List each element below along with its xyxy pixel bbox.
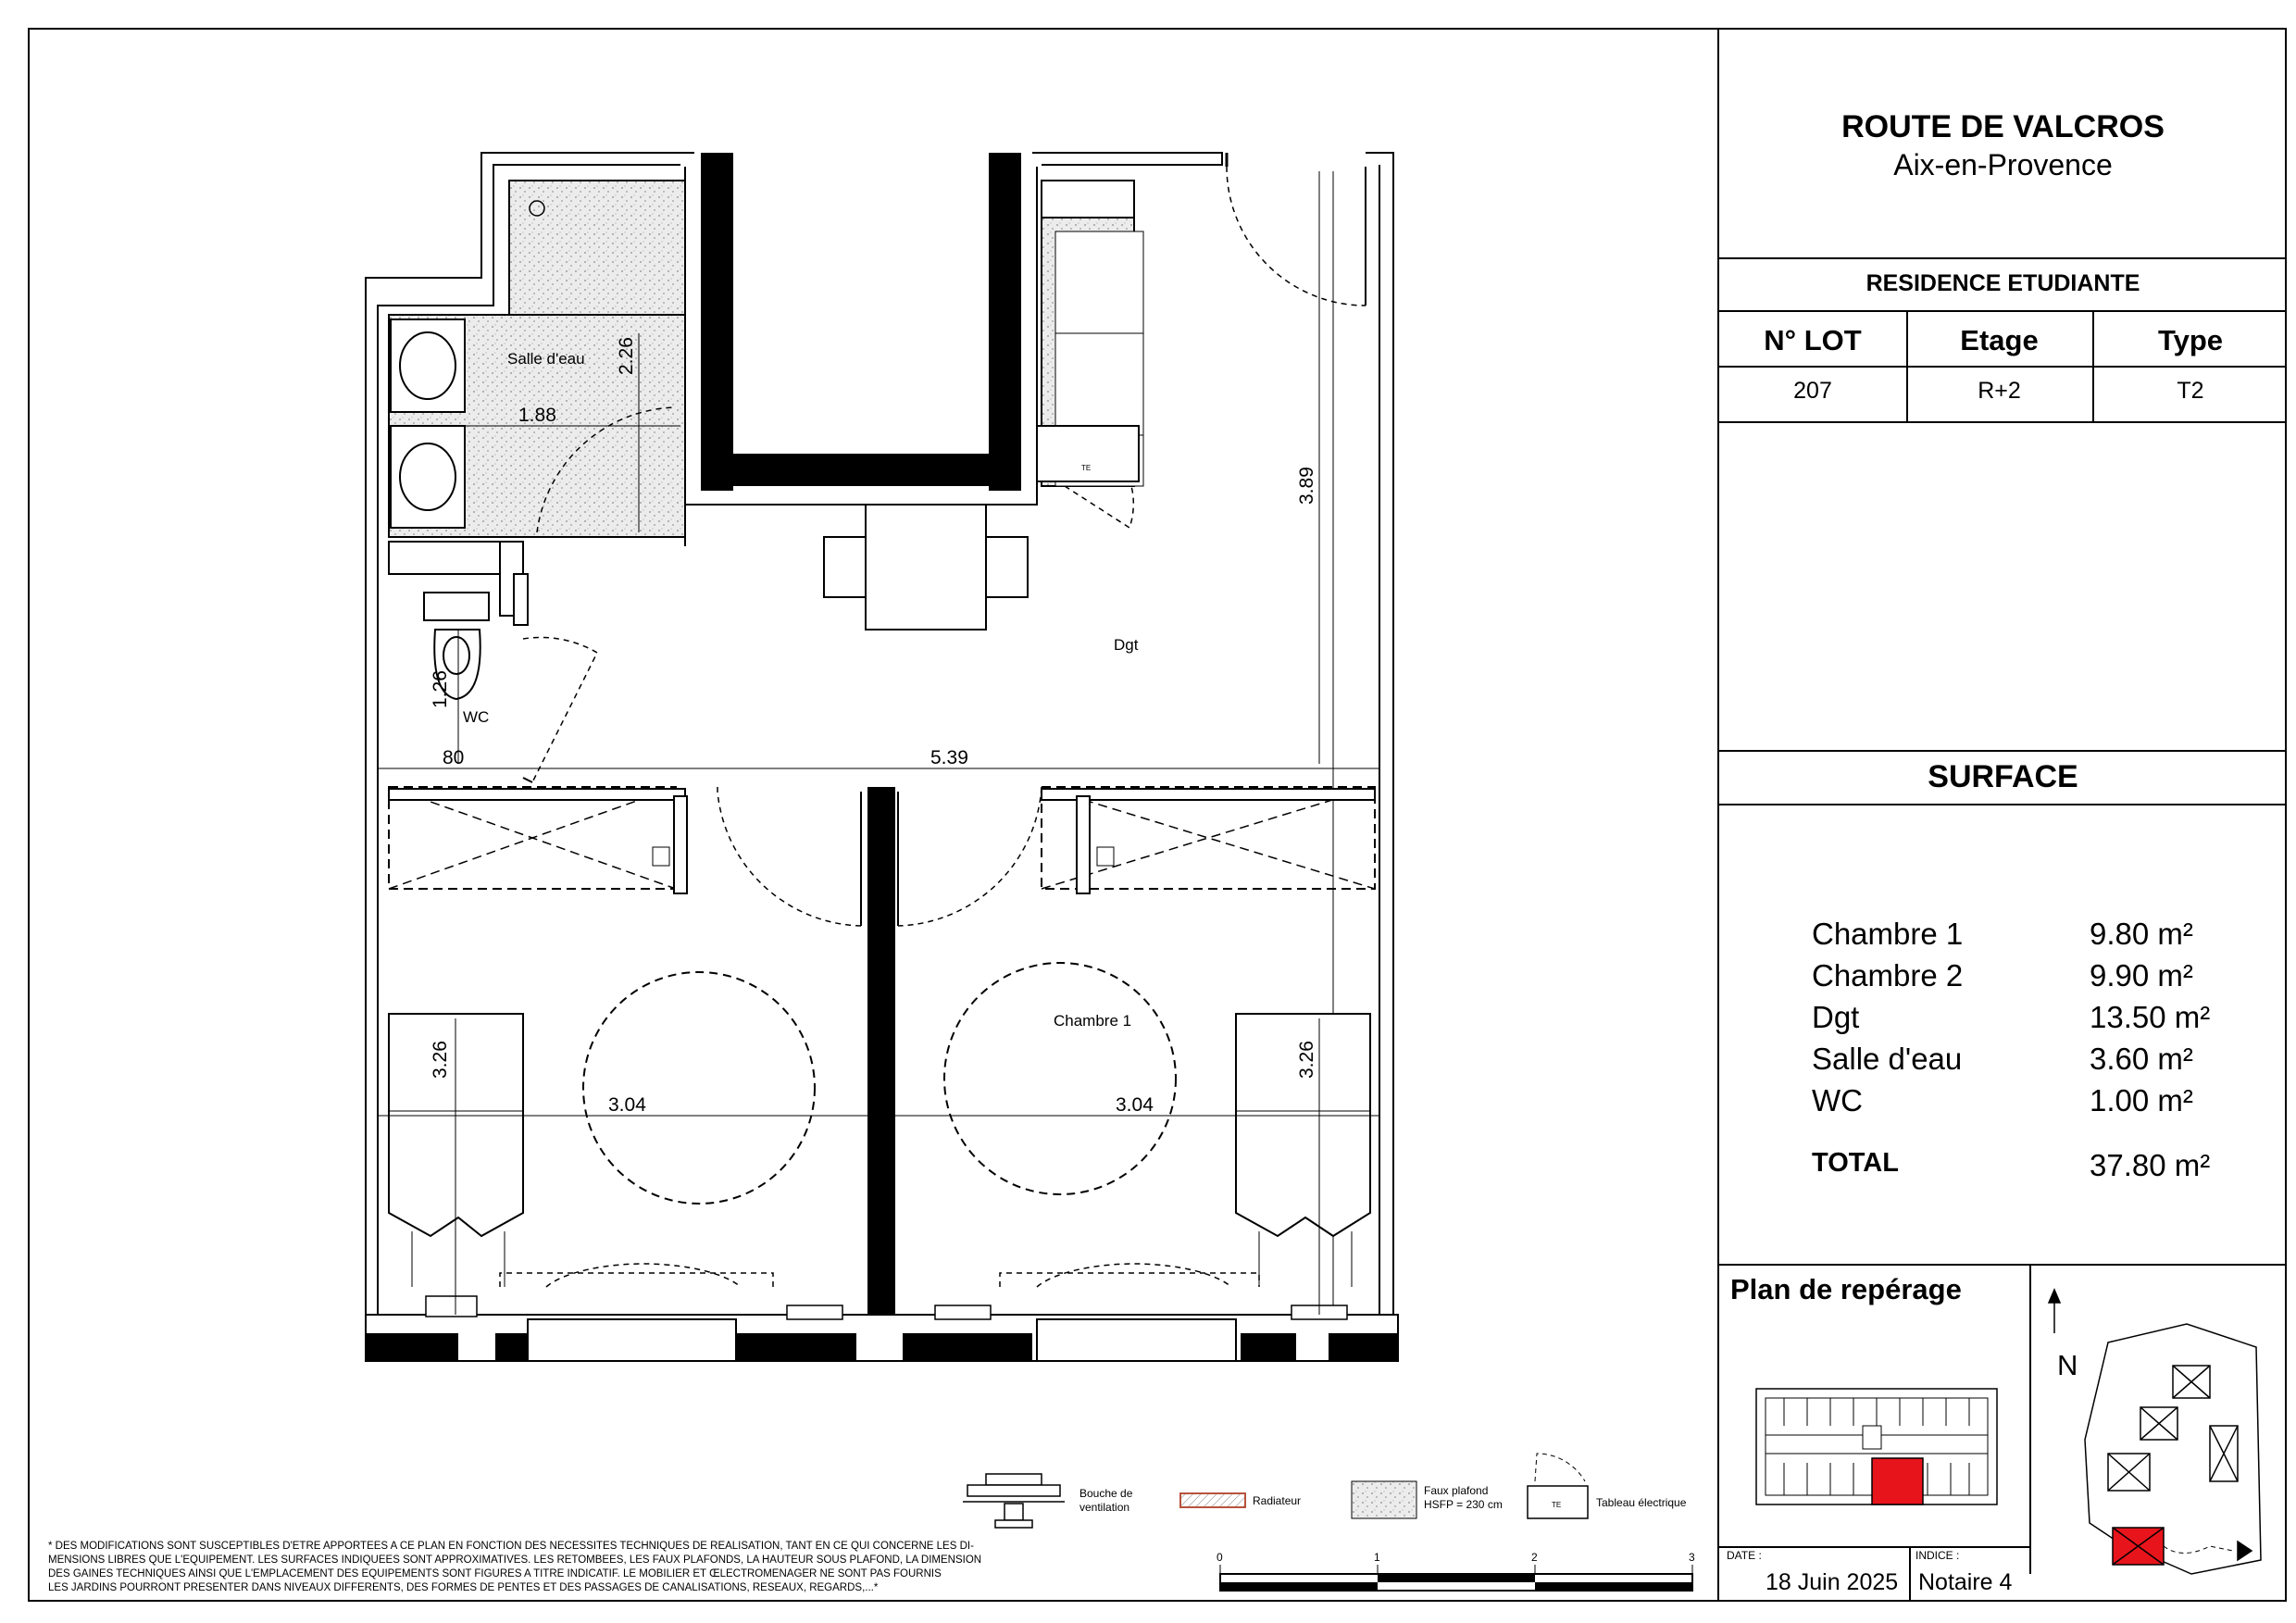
- index-label: INDICE :: [1915, 1549, 1960, 1562]
- project-title: ROUTE DE VALCROS: [1841, 109, 2165, 144]
- dim-226: 2.26: [616, 337, 637, 375]
- lot-value: 207: [1793, 378, 1832, 404]
- dim-326-left: 3.26: [430, 1041, 451, 1079]
- room-area: 9.80 m²: [2090, 917, 2193, 951]
- room-label-dgt: Dgt: [1114, 636, 1139, 654]
- room-name: Dgt: [1812, 1000, 1860, 1034]
- floor-header: Etage: [1960, 324, 2039, 356]
- north-label: N: [2057, 1349, 2078, 1381]
- legend-false-ceiling-label: Faux plafond HSFP = 230 cm: [1424, 1484, 1503, 1511]
- technical-duct: [701, 153, 1021, 491]
- dim-188: 1.88: [518, 405, 556, 426]
- scale-tick-1: 1: [1374, 1551, 1380, 1564]
- dim-539: 5.39: [930, 747, 968, 768]
- room-name: Chambre 2: [1812, 958, 1964, 993]
- type-header: Type: [2157, 324, 2224, 356]
- dim-304-left: 3.04: [608, 1094, 646, 1116]
- room-area: 13.50 m²: [2090, 1000, 2211, 1034]
- radiator-legend-icon: [1180, 1493, 1245, 1507]
- scale-bar: [1217, 1551, 1695, 1591]
- room-area: 1.00 m²: [2090, 1083, 2193, 1117]
- site-plan: [2085, 1324, 2261, 1574]
- room-area: 9.90 m²: [2090, 958, 2193, 993]
- false-ceiling-legend-icon: [1352, 1481, 1416, 1518]
- disclaimer-notes: * DES MODIFICATIONS SONT SUSCEPTIBLES D'ETRE APPORTEES A CE PLAN EN FONCTION DES NECESSITES TECHNIQUES DE REALISATION, TANT EN CE QUI CONCERNE LES DI- MENSIONS LIBRES QUE L'EQUIPEMENT. LES SURFACES INDIQUEES SONT APPROXIMATIVES. LES RETOMBEES, LES FAUX PLAFONDS, LA HAUTEUR SOUS PLAFOND, LA DIMENSION DES GAINES TECHNIQUES AINSI QUE L'EMPLACEMENT DES EQUIPEMENTS SONT FIGURES A TITRE INDICATIF. LE MOBILIER ET ŒLECTROMENAGER NE SONT PAS FOURNIS LES JARDINS POURRONT PRESENTER DANS NIVEAUX DIFFERENTS, DES FORMES DE PENTES ET DES PASSAGES DE CANALISATIONS, RESEAUX, REGARDS,...*: [48, 1541, 982, 1593]
- room-label-chambre: Chambre 1: [1054, 1012, 1132, 1030]
- dim-389: 3.89: [1296, 467, 1317, 505]
- legend-ventilation-label: Bouche de ventilation: [1079, 1487, 1133, 1514]
- scale-tick-3: 3: [1689, 1551, 1695, 1564]
- room-area: 3.60 m²: [2090, 1042, 2193, 1076]
- dim-326-right: 3.26: [1296, 1041, 1317, 1079]
- date-value: 18 Juin 2025: [1766, 1569, 1899, 1595]
- dim-80: 80: [443, 747, 465, 768]
- room-label-salle-deau: Salle d'eau: [507, 350, 585, 368]
- program-title: RESIDENCE ETUDIANTE: [1866, 270, 2140, 296]
- index-value: Notaire 4: [1918, 1569, 2013, 1595]
- floor-value: R+2: [1978, 378, 2021, 404]
- date-label: DATE :: [1727, 1549, 1762, 1562]
- bedroom-dividing-wall: [867, 787, 895, 1342]
- project-city: Aix-en-Provence: [1893, 148, 2113, 181]
- total-value: 37.80 m²: [2090, 1148, 2211, 1182]
- lot-header: N° LOT: [1764, 324, 1862, 356]
- north-arrow: [2049, 1290, 2060, 1333]
- title-block: [1717, 28, 2287, 1602]
- turning-circle-right: [944, 963, 1176, 1194]
- dining-table: [824, 505, 1028, 630]
- turning-circle-left: [583, 972, 815, 1204]
- room-name: Chambre 1: [1812, 917, 1964, 951]
- location-plan: [1719, 1264, 2289, 1602]
- dim-304-right: 3.04: [1116, 1094, 1154, 1116]
- scale-tick-0: 0: [1217, 1551, 1223, 1564]
- room-label-wc: WC: [463, 708, 490, 726]
- svg-text:TE: TE: [1552, 1501, 1562, 1509]
- total-label: TOTAL: [1812, 1148, 1899, 1178]
- location-plan-title: Plan de repérage: [1730, 1273, 1962, 1305]
- ventilation-legend-icon: [963, 1474, 1065, 1528]
- surface-title: SURFACE: [1928, 759, 2078, 794]
- scale-tick-2: 2: [1531, 1551, 1538, 1564]
- te-label: TE: [1081, 464, 1092, 472]
- dim-126: 1.26: [430, 670, 451, 708]
- legend-electrical-panel-label: Tableau électrique: [1596, 1496, 1687, 1509]
- room-name: Salle d'eau: [1812, 1042, 1963, 1076]
- lot-highlight-mini: [1872, 1458, 1923, 1504]
- room-name: WC: [1812, 1083, 1863, 1117]
- type-value: T2: [2177, 378, 2204, 404]
- building-mini-plan: [1756, 1389, 1997, 1504]
- legend-radiator-label: Radiateur: [1253, 1494, 1302, 1507]
